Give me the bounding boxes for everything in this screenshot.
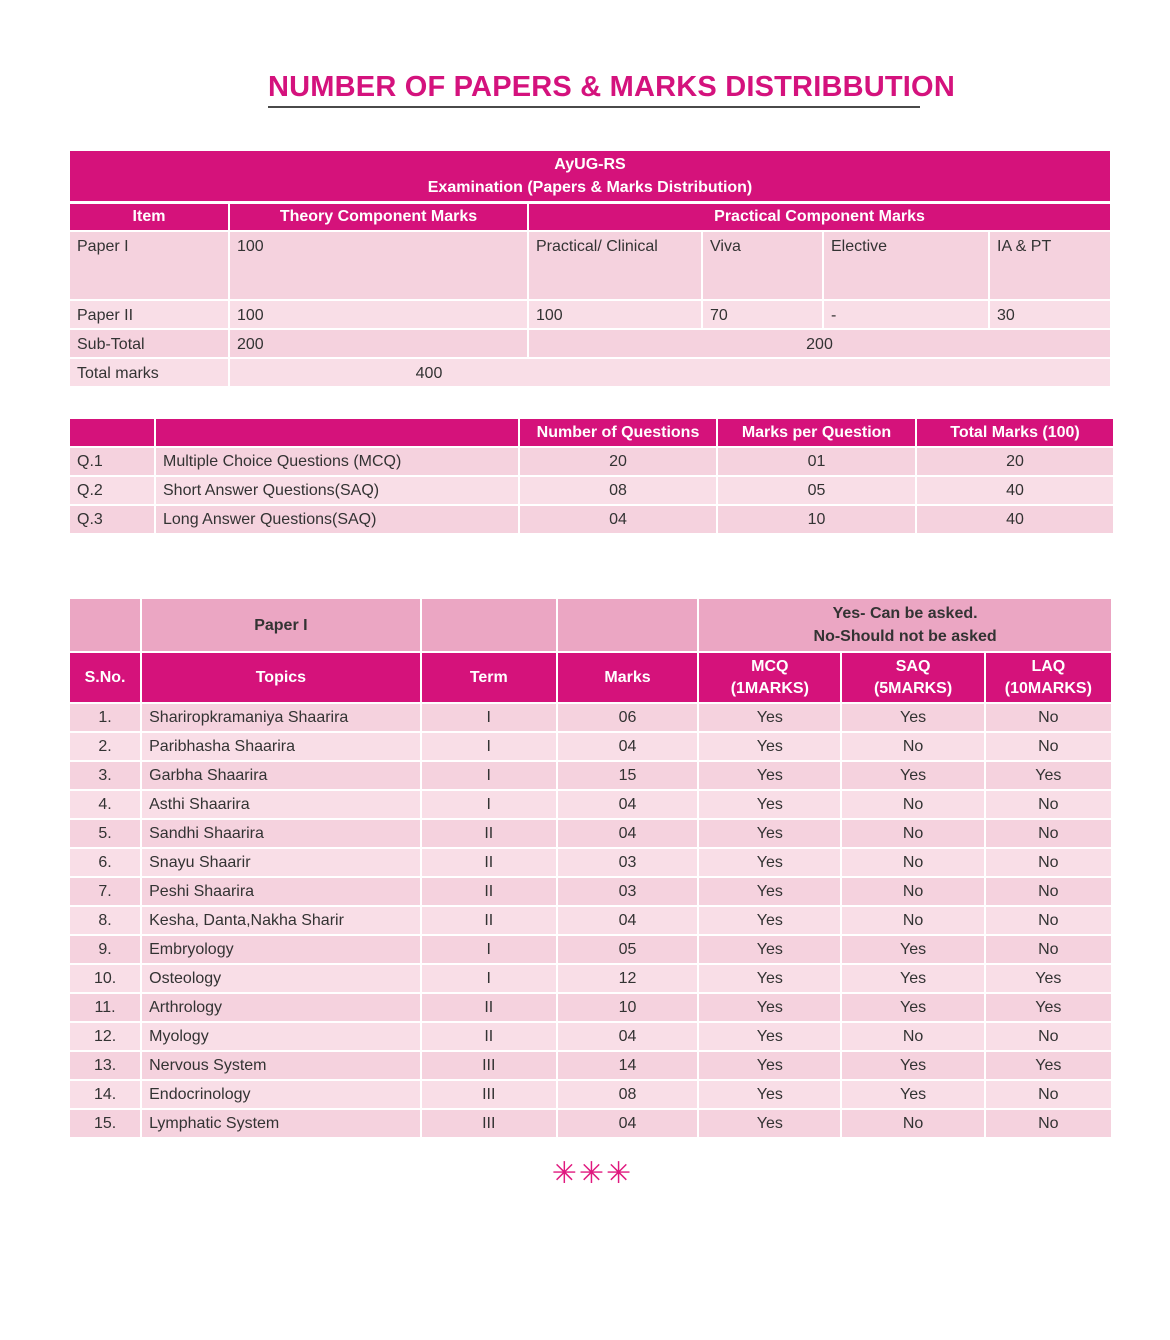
topic-cell: Garbha Shaarira bbox=[141, 761, 421, 790]
mcq-cell: Yes bbox=[698, 1051, 841, 1080]
sno-cell: 7. bbox=[69, 877, 141, 906]
topic-cell: Arthrology bbox=[141, 993, 421, 1022]
cell: 40 bbox=[916, 476, 1114, 505]
mcq-cell: Yes bbox=[698, 993, 841, 1022]
footer-ornament: ✳✳✳ bbox=[551, 1157, 634, 1190]
caption-line-2: Examination (Papers & Marks Distribution) bbox=[427, 178, 753, 196]
cell: IA & PT bbox=[989, 231, 1111, 300]
header-cell: Total Marks (100) bbox=[916, 418, 1114, 447]
sno-cell: 3. bbox=[69, 761, 141, 790]
saq-cell: No bbox=[841, 877, 984, 906]
header-practical: Practical Component Marks bbox=[528, 202, 1111, 231]
cell: 70 bbox=[702, 300, 823, 329]
table-row bbox=[69, 761, 1112, 790]
header-topics: Topics bbox=[141, 652, 421, 703]
laq-cell: No bbox=[985, 703, 1112, 732]
header-saq bbox=[841, 652, 984, 703]
saq-cell: Yes bbox=[841, 964, 984, 993]
sno-cell: 5. bbox=[69, 819, 141, 848]
header-saq-label: SAQ bbox=[895, 657, 931, 675]
saq-cell: No bbox=[841, 732, 984, 761]
header-saq-marks: (5MARKS) bbox=[873, 679, 953, 697]
marks-cell: 15 bbox=[557, 761, 698, 790]
saq-cell: Yes bbox=[841, 703, 984, 732]
mcq-cell: Yes bbox=[698, 877, 841, 906]
header-term: Term bbox=[421, 652, 557, 703]
cell: Paper II bbox=[69, 300, 229, 329]
topic-cell: Osteology bbox=[141, 964, 421, 993]
saq-cell: Yes bbox=[841, 935, 984, 964]
header-cell bbox=[69, 418, 155, 447]
term-cell: I bbox=[421, 703, 557, 732]
topic-cell: Nervous System bbox=[141, 1051, 421, 1080]
sno-cell: 14. bbox=[69, 1080, 141, 1109]
topic-cell: Peshi Shaarira bbox=[141, 877, 421, 906]
header-laq bbox=[985, 652, 1112, 703]
term-cell: I bbox=[421, 732, 557, 761]
header-cell: Number of Questions bbox=[519, 418, 717, 447]
laq-cell: Yes bbox=[985, 993, 1112, 1022]
marks-cell: 08 bbox=[557, 1080, 698, 1109]
table-row bbox=[69, 1109, 1112, 1138]
cell: 100 bbox=[229, 231, 528, 300]
mcq-cell: Yes bbox=[698, 703, 841, 732]
cell: Total marks bbox=[69, 358, 229, 387]
topic-distribution-table bbox=[68, 597, 1113, 1139]
header-cell bbox=[155, 418, 519, 447]
cell: 30 bbox=[989, 300, 1111, 329]
cell: 100 bbox=[528, 300, 702, 329]
mcq-cell: Yes bbox=[698, 1109, 841, 1138]
table-header-row bbox=[69, 418, 1114, 447]
mcq-cell: Yes bbox=[698, 790, 841, 819]
saq-cell: No bbox=[841, 1109, 984, 1138]
laq-cell: No bbox=[985, 1022, 1112, 1051]
laq-cell: No bbox=[985, 906, 1112, 935]
cell: 04 bbox=[519, 505, 717, 534]
mcq-cell: Yes bbox=[698, 964, 841, 993]
laq-cell: No bbox=[985, 790, 1112, 819]
topic-cell: Asthi Shaarira bbox=[141, 790, 421, 819]
table-row bbox=[69, 964, 1112, 993]
saq-cell: Yes bbox=[841, 761, 984, 790]
header-cell bbox=[421, 598, 557, 652]
sno-cell: 12. bbox=[69, 1022, 141, 1051]
table-row bbox=[69, 1022, 1112, 1051]
total-value: 400 bbox=[415, 365, 443, 382]
header-laq-marks: (10MARKS) bbox=[1004, 679, 1092, 697]
legend-yes: Yes- Can be asked. bbox=[832, 605, 978, 622]
table-row bbox=[69, 329, 1111, 358]
laq-cell: No bbox=[985, 732, 1112, 761]
header-theory: Theory Component Marks bbox=[229, 202, 528, 231]
table-row bbox=[69, 476, 1114, 505]
laq-cell: No bbox=[985, 848, 1112, 877]
cell: Multiple Choice Questions (MCQ) bbox=[155, 447, 519, 476]
header-sno: S.No. bbox=[69, 652, 141, 703]
table-row bbox=[69, 1051, 1112, 1080]
topic-cell: Paribhasha Shaarira bbox=[141, 732, 421, 761]
table-row bbox=[69, 300, 1111, 329]
papers-marks-table bbox=[68, 149, 1112, 388]
cell: Q.1 bbox=[69, 447, 155, 476]
cell: Practical/ Clinical bbox=[528, 231, 702, 300]
topic-cell: Myology bbox=[141, 1022, 421, 1051]
topic-cell: Sandhi Shaarira bbox=[141, 819, 421, 848]
saq-cell: No bbox=[841, 819, 984, 848]
header-cell: Marks per Question bbox=[717, 418, 916, 447]
topic-cell: Endocrinology bbox=[141, 1080, 421, 1109]
table-row bbox=[69, 231, 1111, 300]
cell: Q.3 bbox=[69, 505, 155, 534]
marks-cell: 04 bbox=[557, 906, 698, 935]
cell: 01 bbox=[717, 447, 916, 476]
header-laq-label: LAQ bbox=[1031, 657, 1066, 675]
cell: Short Answer Questions(SAQ) bbox=[155, 476, 519, 505]
saq-cell: Yes bbox=[841, 1080, 984, 1109]
sno-cell: 8. bbox=[69, 906, 141, 935]
saq-cell: No bbox=[841, 790, 984, 819]
topic-cell: Kesha, Danta,Nakha Sharir bbox=[141, 906, 421, 935]
header-mcq-label: MCQ bbox=[751, 657, 789, 675]
cell: 20 bbox=[519, 447, 717, 476]
cell: Viva bbox=[702, 231, 823, 300]
laq-cell: No bbox=[985, 819, 1112, 848]
marks-cell: 12 bbox=[557, 964, 698, 993]
mcq-cell: Yes bbox=[698, 848, 841, 877]
cell: 200 bbox=[528, 329, 1111, 358]
page-title: NUMBER OF PAPERS & MARKS DISTRIBBUTION bbox=[268, 68, 920, 108]
sno-cell: 15. bbox=[69, 1109, 141, 1138]
term-cell: II bbox=[421, 819, 557, 848]
table-row bbox=[69, 1080, 1112, 1109]
sno-cell: 11. bbox=[69, 993, 141, 1022]
table-row bbox=[69, 848, 1112, 877]
saq-cell: No bbox=[841, 906, 984, 935]
header-cell bbox=[557, 598, 698, 652]
term-cell: III bbox=[421, 1051, 557, 1080]
table-row bbox=[69, 819, 1112, 848]
marks-cell: 04 bbox=[557, 1022, 698, 1051]
table-row bbox=[69, 732, 1112, 761]
cell bbox=[229, 358, 1111, 387]
cell: Paper I bbox=[69, 231, 229, 300]
laq-cell: Yes bbox=[985, 1051, 1112, 1080]
marks-cell: 03 bbox=[557, 877, 698, 906]
header-cell bbox=[69, 598, 141, 652]
table-header-row bbox=[69, 202, 1111, 231]
term-cell: II bbox=[421, 906, 557, 935]
term-cell: II bbox=[421, 993, 557, 1022]
question-pattern-table bbox=[68, 417, 1115, 535]
header-mcq bbox=[698, 652, 841, 703]
topic-cell: Snayu Shaarir bbox=[141, 848, 421, 877]
cell: Sub-Total bbox=[69, 329, 229, 358]
saq-cell: No bbox=[841, 848, 984, 877]
term-cell: I bbox=[421, 964, 557, 993]
cell: 200 bbox=[229, 329, 528, 358]
table-row bbox=[69, 790, 1112, 819]
marks-cell: 04 bbox=[557, 1109, 698, 1138]
mcq-cell: Yes bbox=[698, 1022, 841, 1051]
table-row bbox=[69, 447, 1114, 476]
mcq-cell: Yes bbox=[698, 761, 841, 790]
marks-cell: 10 bbox=[557, 993, 698, 1022]
table-row bbox=[69, 993, 1112, 1022]
cell: Long Answer Questions(SAQ) bbox=[155, 505, 519, 534]
cell: 20 bbox=[916, 447, 1114, 476]
marks-cell: 06 bbox=[557, 703, 698, 732]
laq-cell: Yes bbox=[985, 761, 1112, 790]
table-row bbox=[69, 877, 1112, 906]
term-cell: II bbox=[421, 877, 557, 906]
topic-cell: Embryology bbox=[141, 935, 421, 964]
marks-cell: 05 bbox=[557, 935, 698, 964]
sno-cell: 1. bbox=[69, 703, 141, 732]
table-row bbox=[69, 703, 1112, 732]
topic-cell: Shariropkramaniya Shaarira bbox=[141, 703, 421, 732]
mcq-cell: Yes bbox=[698, 1080, 841, 1109]
saq-cell: Yes bbox=[841, 993, 984, 1022]
cell: 40 bbox=[916, 505, 1114, 534]
marks-cell: 04 bbox=[557, 819, 698, 848]
cell: Elective bbox=[823, 231, 989, 300]
table-header-row bbox=[69, 652, 1112, 703]
sno-cell: 9. bbox=[69, 935, 141, 964]
table-row bbox=[69, 906, 1112, 935]
saq-cell: Yes bbox=[841, 1051, 984, 1080]
cell: - bbox=[823, 300, 989, 329]
mcq-cell: Yes bbox=[698, 819, 841, 848]
marks-cell: 04 bbox=[557, 790, 698, 819]
table-row bbox=[69, 358, 1111, 387]
term-cell: II bbox=[421, 848, 557, 877]
sno-cell: 4. bbox=[69, 790, 141, 819]
term-cell: III bbox=[421, 1109, 557, 1138]
laq-cell: Yes bbox=[985, 964, 1112, 993]
marks-cell: 04 bbox=[557, 732, 698, 761]
mcq-cell: Yes bbox=[698, 935, 841, 964]
cell: 08 bbox=[519, 476, 717, 505]
legend-cell bbox=[698, 598, 1112, 652]
caption-line-1: AyUG-RS bbox=[554, 155, 626, 173]
header-mcq-marks: (1MARKS) bbox=[730, 679, 809, 697]
term-cell: I bbox=[421, 761, 557, 790]
legend-no: No-Should not be asked bbox=[813, 628, 997, 645]
table-row bbox=[69, 505, 1114, 534]
term-cell: I bbox=[421, 935, 557, 964]
sno-cell: 2. bbox=[69, 732, 141, 761]
saq-cell: No bbox=[841, 1022, 984, 1051]
sno-cell: 13. bbox=[69, 1051, 141, 1080]
marks-cell: 03 bbox=[557, 848, 698, 877]
paper-label: Paper I bbox=[141, 598, 421, 652]
mcq-cell: Yes bbox=[698, 906, 841, 935]
mcq-cell: Yes bbox=[698, 732, 841, 761]
cell: 100 bbox=[229, 300, 528, 329]
sno-cell: 10. bbox=[69, 964, 141, 993]
topic-cell: Lymphatic System bbox=[141, 1109, 421, 1138]
term-cell: II bbox=[421, 1022, 557, 1051]
table-caption-row bbox=[69, 150, 1111, 202]
header-marks: Marks bbox=[557, 652, 698, 703]
laq-cell: No bbox=[985, 1080, 1112, 1109]
marks-cell: 14 bbox=[557, 1051, 698, 1080]
laq-cell: No bbox=[985, 1109, 1112, 1138]
sno-cell: 6. bbox=[69, 848, 141, 877]
laq-cell: No bbox=[985, 877, 1112, 906]
header-item: Item bbox=[69, 202, 229, 231]
cell: Q.2 bbox=[69, 476, 155, 505]
table-group-header-row bbox=[69, 598, 1112, 652]
cell: 10 bbox=[717, 505, 916, 534]
term-cell: III bbox=[421, 1080, 557, 1109]
term-cell: I bbox=[421, 790, 557, 819]
laq-cell: No bbox=[985, 935, 1112, 964]
table-row bbox=[69, 935, 1112, 964]
cell: 05 bbox=[717, 476, 916, 505]
